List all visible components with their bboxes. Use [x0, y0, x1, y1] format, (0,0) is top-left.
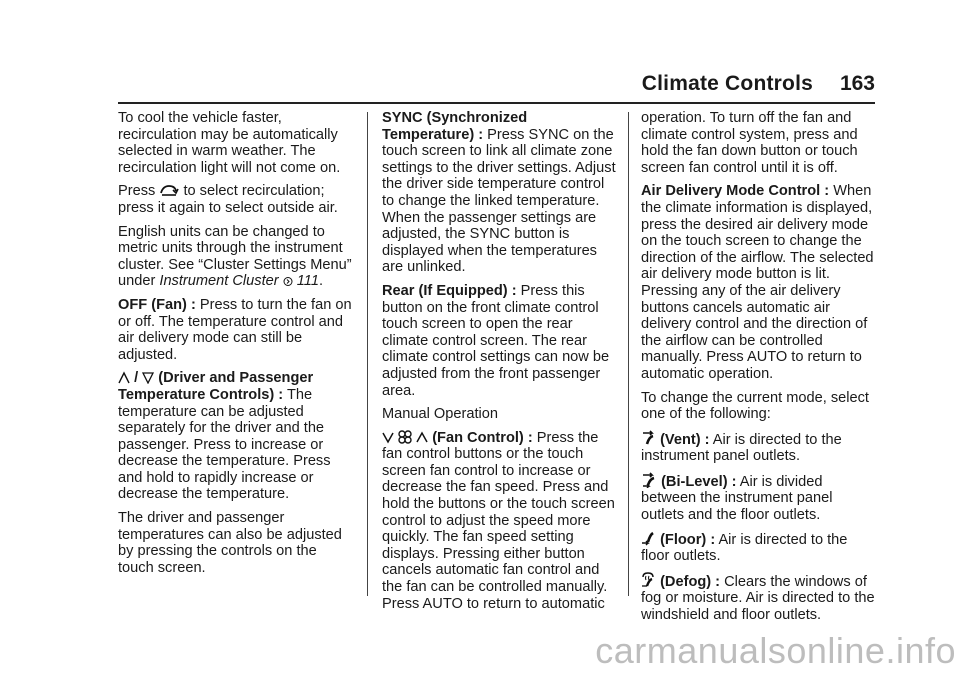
column-2 — [382, 110, 620, 619]
paragraph: operation. To turn off the fan and climate control system, press and hold the fan down button or touch screen fan control until it is off. — [641, 110, 858, 176]
header-rule — [118, 102, 875, 104]
page-header — [0, 62, 960, 102]
subheading: Manual Operation — [382, 406, 499, 423]
watermark: carmanualsonline.info — [595, 630, 956, 671]
term: (Fan Control) : — [432, 429, 533, 446]
page-ref-arrow-icon — [283, 276, 293, 287]
column-divider-1 — [367, 112, 368, 596]
floor-mode-icon — [641, 531, 656, 546]
paragraph: Press to select recirculation; press it again to select outside air. — [118, 183, 338, 216]
paragraph: (Vent) : Air is directed to the instrument panel outlets. — [641, 431, 842, 465]
term: SYNC (Synchronized Temperature) : — [382, 110, 528, 143]
bilevel-mode-icon — [641, 472, 657, 488]
term: (Bi-Level) : — [661, 473, 737, 490]
term: (Vent) : — [660, 431, 710, 448]
paragraph: The driver and passenger temperatures can also be adjusted by pressing the controls on the touch screen. — [118, 510, 342, 576]
cross-reference[interactable]: Instrument Cluster — [159, 273, 279, 290]
fan-icon — [398, 430, 412, 444]
paragraph: (Fan Control) : Press the fan control buttons or the touch screen fan control to increase or decrease the fan speed. Press and hold the buttons or the touch screen control to adjust the speed more quickly. The fan speed setting displays. Pressing either button cancels automatic fan control and the fan can be controlled manually. Press AUTO to return to automatic — [382, 429, 615, 612]
paragraph: OFF (Fan) : Press to turn the fan on or off. The temperature control and air delivery mode can still be adjusted. — [118, 296, 352, 363]
term: (Driver and Passenger Temperature Controls) : — [118, 370, 314, 403]
term: OFF (Fan) : — [118, 296, 196, 313]
column-1 — [118, 110, 356, 583]
defog-mode-icon — [641, 572, 656, 588]
paragraph: To change the current mode, select one of the following: — [641, 389, 869, 423]
paragraph: Air Delivery Mode Control : When the climate information is displayed, press the desired air delivery mode on the touch screen to change the direction of the airflow. The selected air delivery mode button is lit. Pressing any of the air delivery buttons cancels automatic air delivery control and the direction of the airflow can be controlled manually. Press AUTO to return to automatic operation. — [641, 183, 874, 382]
term: Rear (If Equipped) : — [382, 282, 517, 299]
fan-down-icon — [382, 431, 394, 444]
page-number: 163 — [839, 72, 875, 95]
term: (Defog) : — [660, 573, 721, 590]
paragraph: / (Driver and Passenger Temperature Controls) : The temperature can be adjusted separately for the driver and the passenger. Press to increase or decrease the temperature. Press and hold to rapidly increase or decrease the temperature. — [118, 370, 331, 503]
column-3 — [641, 110, 879, 631]
paragraph: Rear (If Equipped) : Press this button on the front climate control touch screen to open the rear climate control screen. The rear climate control settings can now be adjusted from the front passenger area. — [382, 282, 610, 399]
recirculation-icon — [159, 184, 179, 197]
term: (Floor) : — [660, 531, 716, 548]
vent-mode-icon — [641, 430, 656, 446]
temp-down-icon — [142, 371, 154, 384]
term: Air Delivery Mode Control : — [641, 183, 830, 200]
page-reference[interactable]: 111 — [296, 273, 319, 290]
temp-up-icon — [118, 371, 130, 384]
fan-up-icon — [416, 431, 428, 444]
column-divider-2 — [628, 112, 629, 596]
paragraph: English units can be changed to metric units through the instrument cluster. See “Cluster Settings Menu” under Instrument Cluster 111. — [118, 223, 352, 290]
paragraph: To cool the vehicle faster, recirculation may be automatically selected in warm weather. The recirculation light will not come on. — [118, 110, 341, 176]
section-title: Climate Controls — [641, 72, 813, 95]
paragraph: (Floor) : Air is directed to the floor outlets. — [641, 531, 848, 565]
paragraph: SYNC (Synchronized Temperature) : Press SYNC on the touch screen to link all climate zone settings to the driver settings. Adjust the driver side temperature control to change the linked temperature. When the passenger settings are adjusted, the SYNC button is displayed when the temperatures are unlinked. — [382, 110, 616, 276]
paragraph: (Bi-Level) : Air is divided between the instrument panel outlets and the floor outlets. — [641, 473, 833, 524]
paragraph: (Defog) : Clears the windows of fog or moisture. Air is directed to the windshield and floor outlets. — [641, 573, 875, 624]
